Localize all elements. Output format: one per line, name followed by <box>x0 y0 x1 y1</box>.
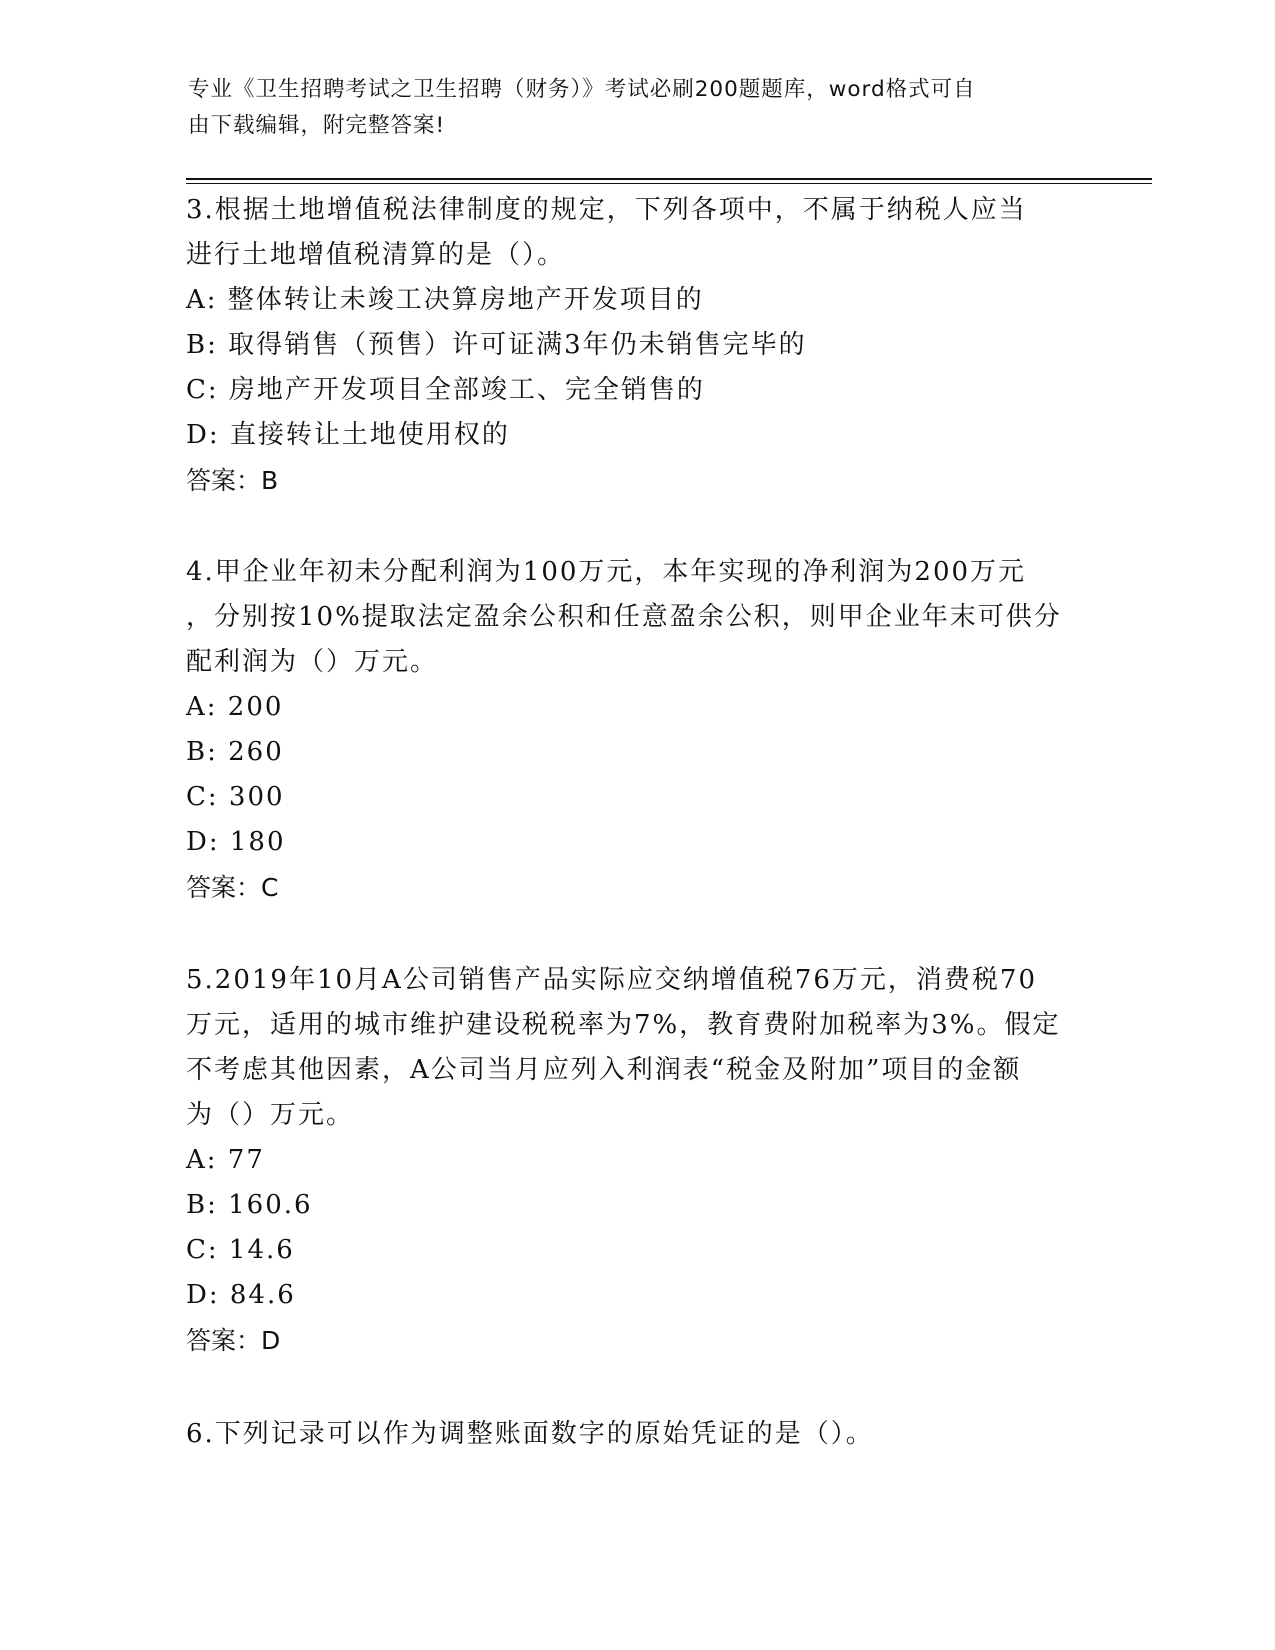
option-b: B: 取得销售（预售）许可证满3年仍未销售完毕的 <box>186 330 807 360</box>
option-a: A: 200 <box>186 692 284 722</box>
question-text-line: 配利润为（）万元。 <box>186 647 439 677</box>
question-text-line: 4.甲企业年初未分配利润为100万元，本年实现的净利润为200万元 <box>186 557 1027 587</box>
option-c: C: 房地产开发项目全部竣工、完全销售的 <box>186 375 705 405</box>
question-text-line: 为（）万元。 <box>186 1100 355 1130</box>
option-a: A: 整体转让未竣工决算房地产开发项目的 <box>186 285 704 315</box>
question-text-line: 5.2019年10月A公司销售产品实际应交纳增值税76万元，消费税70 <box>186 965 1038 995</box>
question-text-line: 3.根据土地增值税法律制度的规定，下列各项中，不属于纳税人应当 <box>186 195 1027 225</box>
option-c: C: 14.6 <box>186 1235 295 1265</box>
option-d: D: 84.6 <box>186 1280 296 1310</box>
header-line-1: 专业《卫生招聘考试之卫生招聘（财务）》考试必刷200题题库，word格式可自 <box>188 77 976 102</box>
question-text-line: ，分别按10%提取法定盈余公积和任意盈余公积，则甲企业年末可供分 <box>186 602 1062 632</box>
question-6 <box>186 1412 1086 1457</box>
document-header <box>188 72 1058 144</box>
answer: 答案：B <box>186 466 279 495</box>
question-text-line: 不考虑其他因素，A公司当月应列入利润表“税金及附加”项目的金额 <box>186 1055 1022 1085</box>
option-c: C: 300 <box>186 782 285 812</box>
option-d: D: 180 <box>186 827 286 857</box>
header-line-2: 由下载编辑，附完整答案! <box>188 113 446 138</box>
option-b: B: 160.6 <box>186 1190 313 1220</box>
answer: 答案：C <box>186 873 279 902</box>
question-3 <box>186 188 1086 503</box>
option-d: D: 直接转让土地使用权的 <box>186 420 510 450</box>
question-text-line: 万元，适用的城市维护建设税税率为7%，教育费附加税率为3%。假定 <box>186 1010 1061 1040</box>
question-text-line: 6.下列记录可以作为调整账面数字的原始凭证的是（）。 <box>186 1419 874 1449</box>
header-divider <box>186 178 1152 184</box>
question-4 <box>186 550 1086 910</box>
option-a: A: 77 <box>186 1145 265 1175</box>
question-5 <box>186 958 1086 1363</box>
answer: 答案：D <box>186 1326 281 1355</box>
question-text-line: 进行土地增值税清算的是（）。 <box>186 240 566 270</box>
option-b: B: 260 <box>186 737 284 767</box>
